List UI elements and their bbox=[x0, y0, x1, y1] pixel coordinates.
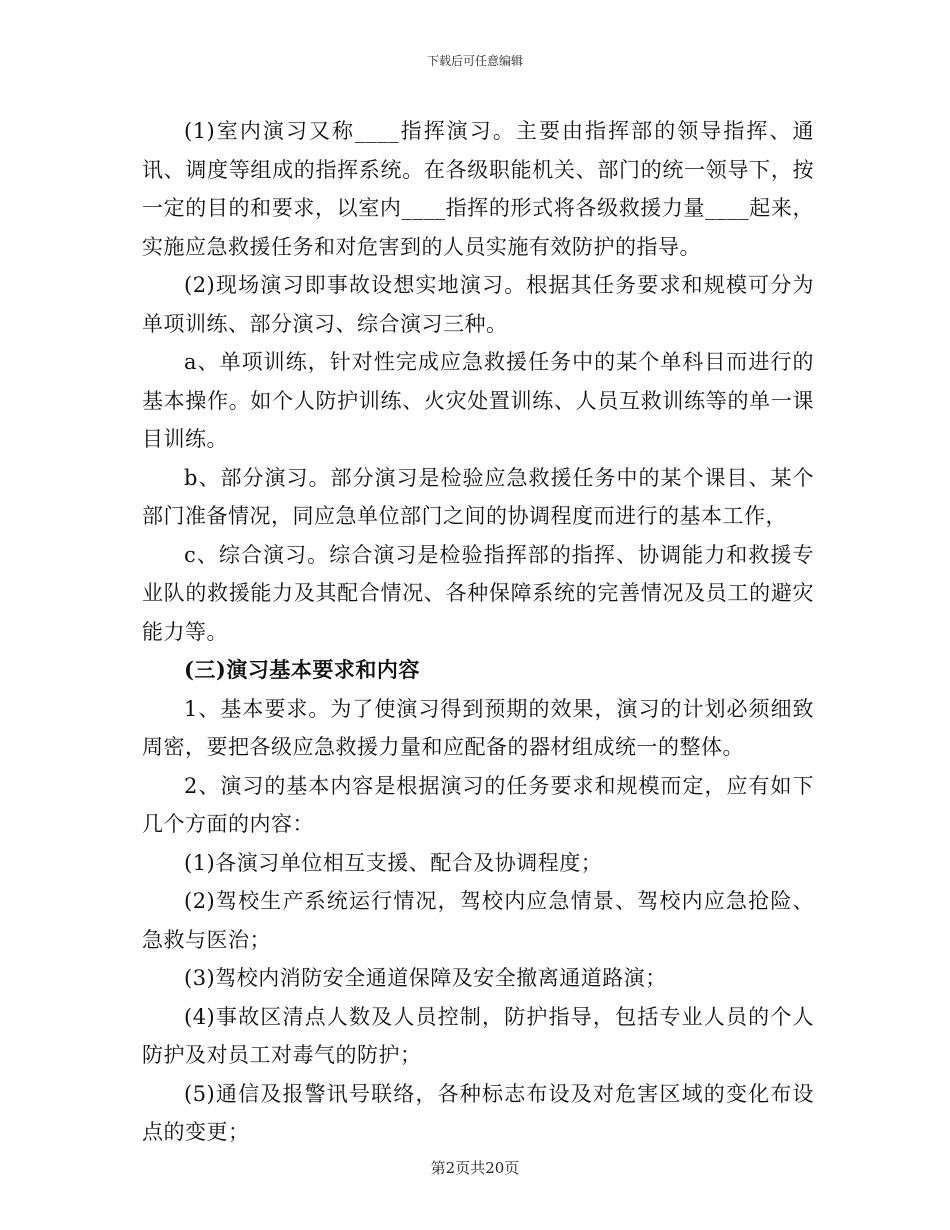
paragraph-comprehensive-drill: c、综合演习。综合演习是检验指挥部的指挥、协调能力和救援专业队的救援能力及其配合情况、各种保障系统的完善情况及员工的避灾能力等。 bbox=[142, 542, 814, 644]
list-item-2: (2)驾校生产系统运行情况，驾校内应急情景、驾校内应急抢险、急救与医治； bbox=[142, 889, 814, 952]
list-item-1: (1)各演习单位相互支援、配合及协调程度； bbox=[184, 850, 603, 875]
page-header: 下载后可任意编辑 bbox=[426, 54, 523, 68]
document-body bbox=[142, 112, 814, 1152]
paragraph-basic-content: 2、演习的基本内容是根据演习的任务要求和规模而定，应有如下几个方面的内容： bbox=[142, 773, 814, 836]
paragraph-single-training: a、单项训练，针对性完成应急救援任务中的某个单科目而进行的基本操作。如个人防护训练、火灾处置训练、人员互救训练等的单一课目训练。 bbox=[142, 350, 814, 451]
paragraph-field-drill: (2)现场演习即事故设想实地演习。根据其任务要求和规模可分为单项训练、部分演习、综合演习三种。 bbox=[142, 273, 814, 336]
paragraph-basic-requirement: 1、基本要求。为了使演习得到预期的效果，演习的计划必须细致周密，要把各级应急救援力量和应配备的器材组成统一的整体。 bbox=[142, 696, 814, 759]
list-item-3: (3)驾校内消防安全通道保障及安全撤离通道路演； bbox=[184, 966, 667, 990]
paragraph-indoor-drill: (1)室内演习又称____指挥演习。主要由指挥部的领导指挥、通讯、调度等组成的指挥系统。在各级职能机关、部门的统一领导下，按一定的目的和要求，以室内____指挥的形式将各级救援力量____起来，实施应急救援任务和对危害到的人员实施有效防护的指导。 bbox=[142, 119, 814, 259]
section-heading: (三)演习基本要求和内容 bbox=[184, 657, 420, 682]
list-item-5: (5)通信及报警讯号联络，各种标志布设及对危害区域的变化布设点的变更； bbox=[142, 1081, 814, 1144]
page-footer: 第2页共20页 bbox=[430, 1159, 520, 1177]
list-item-4: (4)事故区清点人数及人员控制，防护指导，包括专业人员的个人防护及对员工对毒气的防护； bbox=[142, 1004, 814, 1067]
paragraph-partial-drill: b、部分演习。部分演习是检验应急救援任务中的某个课目、某个部门准备情况，同应急单位部门之间的协调程度而进行的基本工作， bbox=[142, 465, 814, 528]
